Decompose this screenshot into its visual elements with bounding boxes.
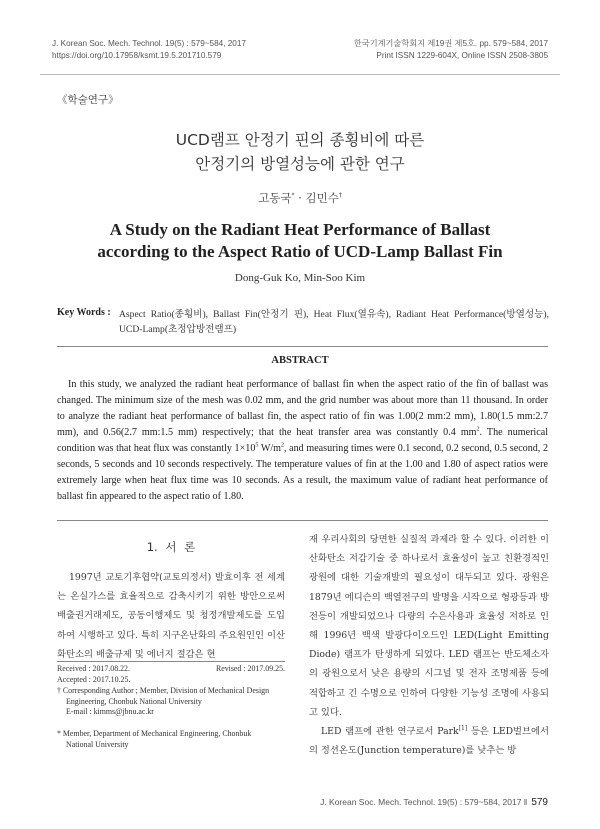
member-note: [57, 729, 285, 750]
running-header-right: [354, 38, 548, 62]
title-english-line1: A Study on the Radiant Heat Performance of Ballast: [109, 220, 491, 239]
intro-p2-text-a: LED 램프에 관한 연구로서 Park: [321, 726, 459, 738]
authors-korean: [0, 190, 600, 206]
author-1-name: 고동국: [258, 191, 292, 205]
corr-line-2: Engineering, Chonbuk National University: [66, 696, 202, 706]
intro-paragraph-2: [309, 722, 549, 760]
abstract-sup-3: 2: [281, 442, 285, 449]
abstract-text-2: . The numerical condition was that heat flux was constantly 1×10: [57, 427, 549, 454]
abstract-text-4: , and measuring times were 0.1 second, 0.2 second, 0.5 second, 2 seconds, 5 seconds and 10 seconds respectively. The temperature values of fin at the 1.00 and 1.80 of aspect ratios were extremely large when heat flux time was 10 seconds. As a result, the maximum value of radiant heat performance of ballast fin appeared to the aspect ratio of 1.80.: [57, 443, 549, 502]
title-korean-line1: UCD램프 안정기 핀의 종횡비에 따른: [175, 131, 425, 149]
issn-info: Print ISSN 1229-604X, Online ISSN 2508-3805: [376, 51, 548, 60]
author-separator: ·: [294, 191, 306, 205]
accepted-date: Accepted : 2017.10.25.: [57, 675, 131, 684]
author-1-mark: *: [291, 192, 295, 200]
doi-link[interactable]: https://doi.org/10.17958/ksmt.19.5.201710.579: [52, 51, 222, 60]
page-number: 579: [531, 797, 548, 808]
abstract-body: [57, 377, 548, 505]
author-2-name: 김민수: [305, 191, 339, 205]
page-footer: [320, 797, 548, 808]
received-date: Received : 2017.08.22.: [57, 664, 130, 673]
author-2-mark: †: [338, 192, 342, 200]
received-revised-dates: [57, 664, 285, 675]
abstract-text-1: In this study, we analyzed the radiant heat performance of ballast fin when the aspect ratio of the fin of ballast was changed. The minimum size of the mesh was 0.02 mm, and the grid number was about more than 11 thousand. In order to analyze the radiant heat performance of ballast fin, the aspect ratio of fin was 1.00(2 mm:2 mm), 1.80(1.5 mm:2.7 mm), and 0.56(2.7 mm:1.5 mm) respectively; that the heat transfer area was constantly 0.4 mm: [57, 379, 548, 438]
article-category: 《학술연구》: [57, 94, 119, 106]
intro-paragraph-1-cont: 재 우리사회의 당면한 실질적 과제라 할 수 있다. 이러한 이산화탄소 저감기술 중 하나로서 효율성이 높고 친환경적인 광원에 대한 기술개발의 필요성이 대두되고 있다. 광원은 1879년 에디슨의 백열전구의 발명을 시작으로 형광등과 방전등이 개발되었으나 다량의 수은사용과 효율성 저하로 인해 1996년 백색 발광다이오드인 LED(Light Emitting Diode) 램프가 탄생하게 되었다. LED 램프는 반도체소자의 광원으로서 낮은 용량의 시그널 및 전자 조명제품 등에 적합하고 긴 수명으로 인하여 다양한 기능성 조명에 사용되고 있다.: [309, 534, 549, 718]
authors-english: Dong-Guk Ko, Min-Soo Kim: [234, 272, 366, 284]
abstract-heading: ABSTRACT: [271, 355, 329, 366]
member-line-1: * Member, Department of Mechanical Engineering, Chonbuk: [57, 729, 252, 738]
revised-date: Revised : 2017.09.25.: [215, 664, 285, 673]
intro-paragraph-1: 1997년 교토기후협약(교토의정서) 발효이후 전 세계는 온실가스를 효율적으로 감축시키기 위한 방안으로써 배출권거래제도, 공동이행제도 및 청정개발제도를 도입하여 시행하고 있다. 특히 지구온난화의 주요원인인 이산화탄소의 배출규제 및 에너지 절감은 현: [57, 572, 285, 660]
left-column-body: [57, 568, 285, 664]
intro-p2-text-b: 등은 LED벌브에서의 정션온도(Junction temperature)를 낮추는 방: [309, 726, 549, 757]
abstract-sup-1: 2: [476, 426, 480, 433]
footer-citation: J. Korean Soc. Mech. Technol. 19(5) : 579~584, 2017 ‖: [320, 797, 528, 807]
section-1-heading: 1. 서 론: [146, 540, 196, 554]
title-korean-line2: 안정기의 방열성능에 관한 연구: [195, 155, 405, 173]
abstract-text-3: W/m: [258, 443, 282, 454]
right-column-body: [309, 530, 549, 760]
abstract-divider: [57, 520, 548, 521]
corresponding-author-note: [57, 686, 285, 718]
member-line-2: National University: [66, 739, 129, 749]
title-english-line2: according to the Aspect Ratio of UCD-Lamp Ballast Fin: [97, 242, 503, 261]
running-header-left: [52, 38, 246, 62]
citation-ref-1[interactable]: [1]: [458, 724, 468, 732]
keywords-divider: [57, 346, 548, 347]
footnote-divider: [57, 661, 285, 662]
keywords-list: Aspect Ratio(종횡비), Ballast Fin(안정기 핀), Heat Flux(열유속), Radiant Heat Performance(방열성능), UCD-Lamp(초정압방전램프): [119, 309, 549, 335]
corr-email[interactable]: E-mail : kimms@jbnu.ac.kr: [66, 707, 154, 717]
journal-citation: J. Korean Soc. Mech. Technol. 19(5) : 579~584, 2017: [52, 39, 246, 48]
abstract-sup-2: 5: [255, 442, 259, 449]
journal-citation-korean: 한국기계기술학회지 제19권 제5호. pp. 579~584, 2017: [353, 39, 548, 48]
corr-line-1: † Corresponding Author ; Member, Division of Mechanical Design: [57, 686, 270, 695]
keywords-label: Key Words :: [57, 307, 111, 318]
header-divider: [40, 74, 560, 75]
